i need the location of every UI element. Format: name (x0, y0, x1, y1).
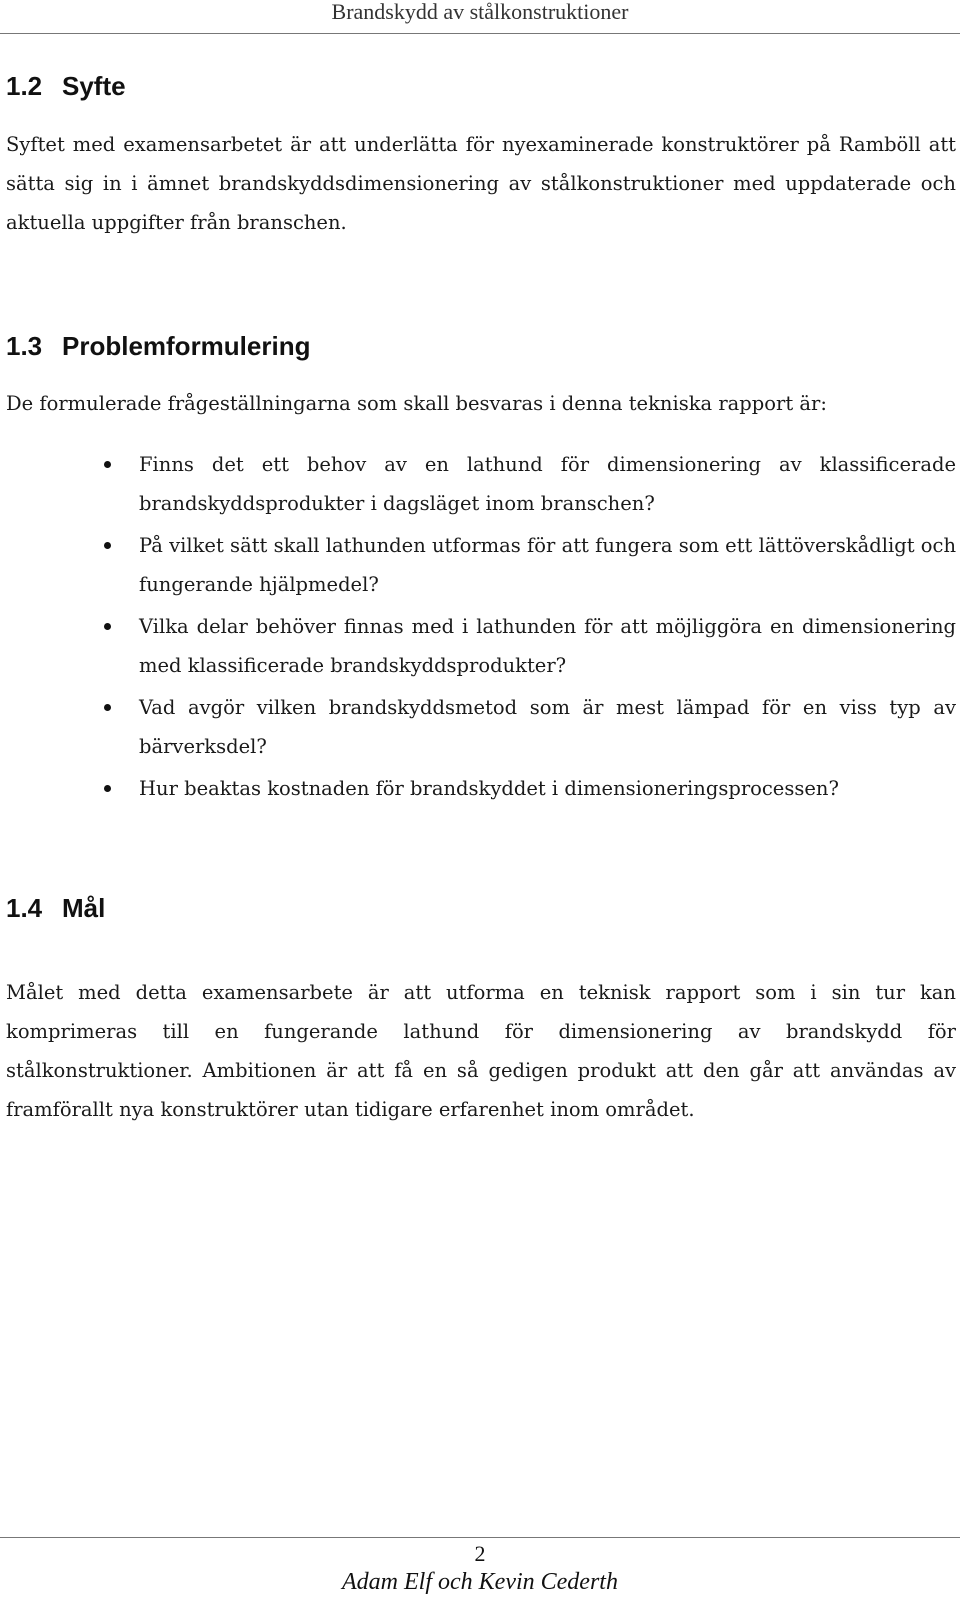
running-header (0, 0, 960, 34)
bullet-icon (104, 623, 111, 630)
list-item-text: Finns det ett behov av en lathund för dimensionering av klassificerade brandskyddsprodukter i dagsläget inom branschen? (139, 453, 956, 515)
problemformulering-intro: De formulerade frågeställningarna som skall besvaras i denna tekniska rapport är: (6, 392, 827, 415)
list-item (6, 526, 956, 604)
list-item (6, 769, 956, 808)
footer-rule (0, 1537, 960, 1538)
section-title: Problemformulering (62, 331, 311, 361)
section-number: 1.2 (6, 71, 43, 101)
section-heading-syfte (6, 71, 956, 101)
list-item-text: På vilket sätt skall lathunden utformas för att fungera som ett lättöverskådligt och fungerande hjälpmedel? (139, 534, 956, 596)
bullet-icon (104, 461, 111, 468)
bullet-icon (104, 542, 111, 549)
bullet-icon (104, 785, 111, 792)
mal-paragraph: Målet med detta examensarbete är att utforma en teknisk rapport som i sin tur kan komprimeras till en fungerande lathund för dimensionering av brandskydd för stålkonstruktioner. Ambitionen är att få en så gedigen produkt att den går att användas av framförallt nya konstruktörer utan tidigare erfarenhet inom området. (6, 981, 956, 1121)
section-number: 1.3 (6, 331, 43, 361)
section-title: Syfte (62, 71, 126, 101)
list-item-text: Hur beaktas kostnaden för brandskyddet i dimensioneringsprocessen? (139, 777, 839, 800)
list-item (6, 445, 956, 523)
page-footer (0, 1541, 960, 1597)
section-number: 1.4 (6, 893, 43, 923)
header-rule (0, 33, 960, 34)
section-title: Mål (62, 893, 106, 923)
page-number: 2 (474, 1541, 486, 1566)
running-title: Brandskydd av stålkonstruktioner (331, 0, 629, 24)
bullet-icon (104, 704, 111, 711)
section-syfte (6, 71, 956, 242)
list-item-text: Vilka delar behöver finnas med i lathunden för att möjliggöra en dimensionering med klassificerade brandskyddsprodukter? (139, 615, 956, 677)
list-item-text: Vad avgör vilken brandskyddsmetod som är mest lämpad för en viss typ av bärverksdel? (139, 696, 956, 758)
question-list (6, 445, 956, 808)
section-mal (6, 893, 956, 1129)
syfte-paragraph: Syftet med examensarbetet är att underlätta för nyexaminerade konstruktörer på Ramböll att sätta sig in i ämnet brandskyddsdimensionering av stålkonstruktioner med uppdaterade och aktuella uppgifter från branschen. (6, 133, 956, 234)
section-problemformulering (6, 331, 956, 811)
footer-authors: Adam Elf och Kevin Cederth (342, 1569, 618, 1595)
list-item (6, 607, 956, 685)
section-heading-problemformulering (6, 331, 956, 361)
section-heading-mal (6, 893, 956, 923)
list-item (6, 688, 956, 766)
